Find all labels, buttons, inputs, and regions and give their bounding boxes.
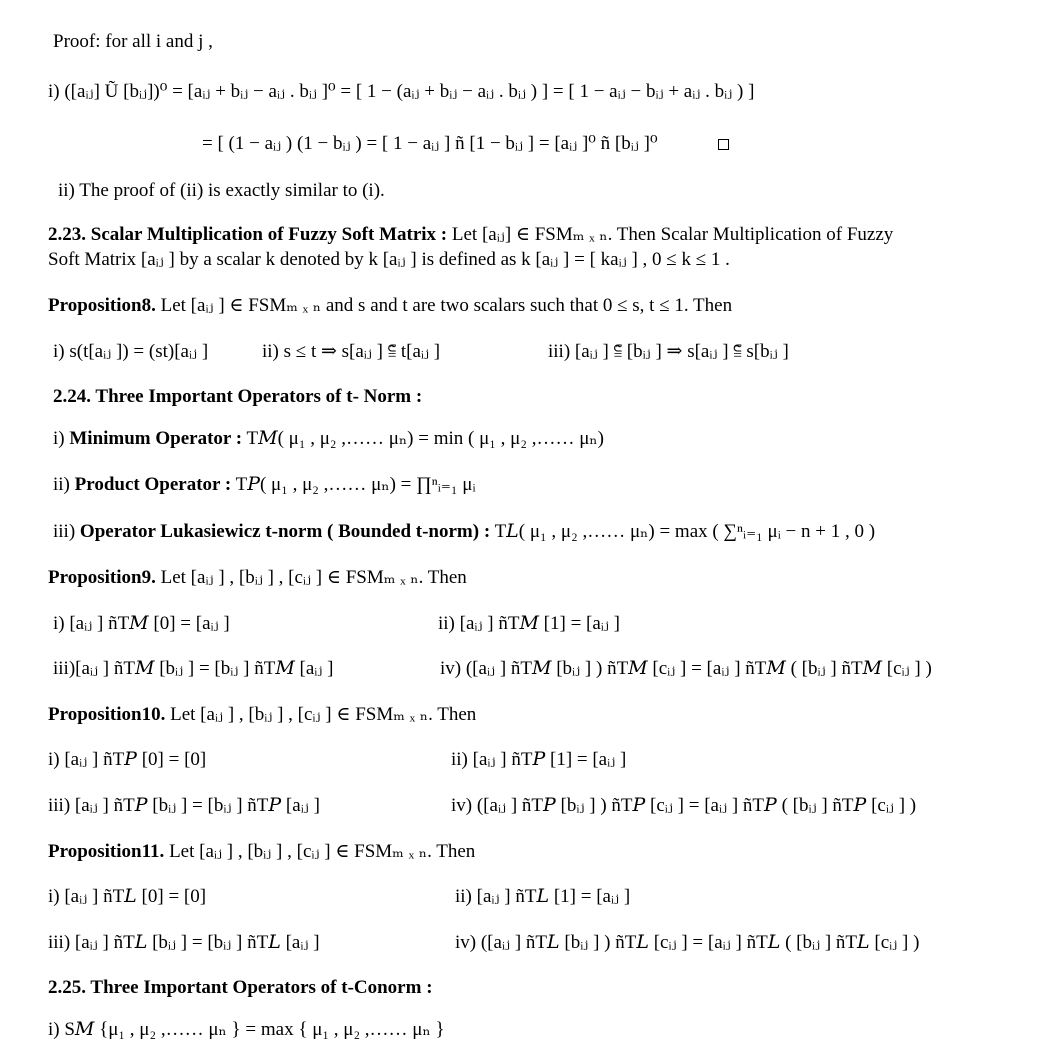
proposition-9-item-i: i) [aᵢⱼ ] ñT𝑀 [0] = [aᵢⱼ ] [53, 613, 230, 634]
proposition-10-item-iii: iii) [aᵢⱼ ] ñT𝑃 [bᵢⱼ ] = [bᵢⱼ ] ñT𝑃 [aᵢⱼ ] [48, 795, 320, 816]
definition-2-23-line1 [48, 223, 893, 247]
proposition-10-title: Proposition10. [48, 704, 166, 725]
operator-product [53, 473, 476, 497]
operator-lukasiewicz-prefix: iii) [53, 521, 80, 542]
proposition-8-item-ii: ii) s ≤ t ⇒ s[aᵢⱼ ] ⫅̃ t[aᵢⱼ ] [262, 341, 441, 362]
proposition-8-item-iii: iii) [aᵢⱼ ] ⫅̃ [bᵢⱼ ] ⇒ s[aᵢⱼ ] ⫅̃ s[bᵢⱼ ] [548, 341, 789, 362]
operator-lukasiewicz [53, 520, 875, 544]
operator-minimum-label: Minimum Operator : [69, 428, 243, 449]
operator-minimum-prefix: i) [53, 428, 70, 449]
proposition-9-header [48, 566, 467, 590]
operator-lukasiewicz-label: Operator Lukasiewicz t-norm ( Bounded t-norm) : [79, 521, 491, 542]
operator-lukasiewicz-formula: T𝐿( μ₁ , μ₂ ,…… μₙ) = max ( ∑ⁿᵢ₌₁ μᵢ − n + 1 , 0 ) [490, 521, 876, 542]
proof-i-line1: i) ([aᵢⱼ] Ũ [bᵢⱼ])⁰ = [aᵢⱼ + bᵢⱼ − aᵢⱼ . bᵢⱼ ]⁰ = [ 1 − (aᵢⱼ + bᵢⱼ − aᵢⱼ . bᵢⱼ ) ] = [ 1 − aᵢⱼ − bᵢⱼ + aᵢⱼ . bᵢⱼ ) ] [48, 81, 755, 102]
proposition-11-item-iv: iv) ([aᵢⱼ ] ñT𝐿 [bᵢⱼ ] ) ñT𝐿 [cᵢⱼ ] = [aᵢⱼ ] ñT𝐿 ( [bᵢⱼ ] ñT𝐿 [cᵢⱼ ] ) [455, 932, 920, 953]
proof-i-line2 [202, 132, 729, 156]
conorm-item-i: i) S𝑀 {μ₁ , μ₂ ,…… μₙ } = max { μ₁ , μ₂ ,…… μₙ } [48, 1019, 445, 1040]
definition-2-23-text1: Let [aᵢⱼ] ∈ FSMₘ ₓ ₙ. Then Scalar Multiplication of Fuzzy [447, 224, 894, 245]
operator-product-prefix: ii) [53, 474, 75, 495]
operator-minimum [53, 427, 604, 451]
proof-intro: Proof: for all i and j , [53, 31, 213, 52]
proposition-11-item-iii: iii) [aᵢⱼ ] ñT𝐿 [bᵢⱼ ] = [bᵢⱼ ] ñT𝐿 [aᵢⱼ ] [48, 932, 320, 953]
proof-i-line2-text: = [ (1 − aᵢⱼ ) (1 − bᵢⱼ ) = [ 1 − aᵢⱼ ] ñ [1 − bᵢⱼ ] = [aᵢⱼ ]⁰ ñ [bᵢⱼ ]⁰ [202, 133, 658, 154]
proposition-11-item-ii: ii) [aᵢⱼ ] ñT𝐿 [1] = [aᵢⱼ ] [455, 886, 631, 907]
operator-minimum-formula: T𝑀( μ₁ , μ₂ ,…… μₙ) = min ( μ₁ , μ₂ ,…… μₙ) [242, 428, 604, 449]
proposition-10-text: Let [aᵢⱼ ] , [bᵢⱼ ] , [cᵢⱼ ] ∈ FSMₘ ₓ ₙ. Then [165, 704, 477, 725]
proposition-8-header [48, 294, 732, 318]
proposition-10-item-ii: ii) [aᵢⱼ ] ñT𝑃 [1] = [aᵢⱼ ] [451, 749, 627, 770]
proposition-11-text: Let [aᵢⱼ ] , [bᵢⱼ ] , [cᵢⱼ ] ∈ FSMₘ ₓ ₙ. Then [164, 841, 476, 862]
proposition-9-item-ii: ii) [aᵢⱼ ] ñT𝑀 [1] = [aᵢⱼ ] [438, 613, 620, 634]
proposition-10-item-iv: iv) ([aᵢⱼ ] ñT𝑃 [bᵢⱼ ] ) ñT𝑃 [cᵢⱼ ] = [aᵢⱼ ] ñT𝑃 ( [bᵢⱼ ] ñT𝑃 [cᵢⱼ ] ) [451, 795, 917, 816]
proposition-9-title: Proposition9. [48, 567, 156, 588]
qed-square-icon [718, 139, 729, 150]
section-2-25-title: 2.25. Three Important Operators of t-Conorm : [48, 977, 433, 998]
operator-product-label: Product Operator : [74, 474, 232, 495]
section-2-24-title: 2.24. Three Important Operators of t- Norm : [53, 386, 423, 407]
proposition-10-header [48, 703, 476, 727]
proposition-8-item-i: i) s(t[aᵢⱼ ]) = (st)[aᵢⱼ ] [53, 341, 209, 362]
proposition-9-text: Let [aᵢⱼ ] , [bᵢⱼ ] , [cᵢⱼ ] ∈ FSMₘ ₓ ₙ. Then [155, 567, 467, 588]
proposition-11-item-i: i) [aᵢⱼ ] ñT𝐿 [0] = [0] [48, 886, 207, 907]
operator-product-formula: T𝑃( μ₁ , μ₂ ,…… μₙ) = ∏ⁿᵢ₌₁ μᵢ [231, 474, 476, 495]
proposition-8-text: Let [aᵢⱼ ] ∈ FSMₘ ₓ ₙ and s and t are two scalars such that 0 ≤ s, t ≤ 1. Then [155, 295, 733, 316]
proof-ii: ii) The proof of (ii) is exactly similar to (i). [58, 180, 385, 201]
definition-2-23-line2: Soft Matrix [aᵢⱼ ] by a scalar k denoted by k [aᵢⱼ ] is defined as k [aᵢⱼ ] = [ kaᵢⱼ ] , 0 ≤ k ≤ 1 . [48, 249, 730, 270]
proposition-9-item-iii: iii)[aᵢⱼ ] ñT𝑀 [bᵢⱼ ] = [bᵢⱼ ] ñT𝑀 [aᵢⱼ ] [53, 658, 334, 679]
proposition-8-title: Proposition8. [48, 295, 156, 316]
proposition-11-title: Proposition11. [48, 841, 165, 862]
proposition-11-header [48, 840, 475, 864]
proposition-9-item-iv: iv) ([aᵢⱼ ] ñT𝑀 [bᵢⱼ ] ) ñT𝑀 [cᵢⱼ ] = [aᵢⱼ ] ñT𝑀 ( [bᵢⱼ ] ñT𝑀 [cᵢⱼ ] ) [440, 658, 932, 679]
definition-2-23-title: 2.23. Scalar Multiplication of Fuzzy Soft Matrix : [48, 224, 448, 245]
proposition-10-item-i: i) [aᵢⱼ ] ñT𝑃 [0] = [0] [48, 749, 207, 770]
